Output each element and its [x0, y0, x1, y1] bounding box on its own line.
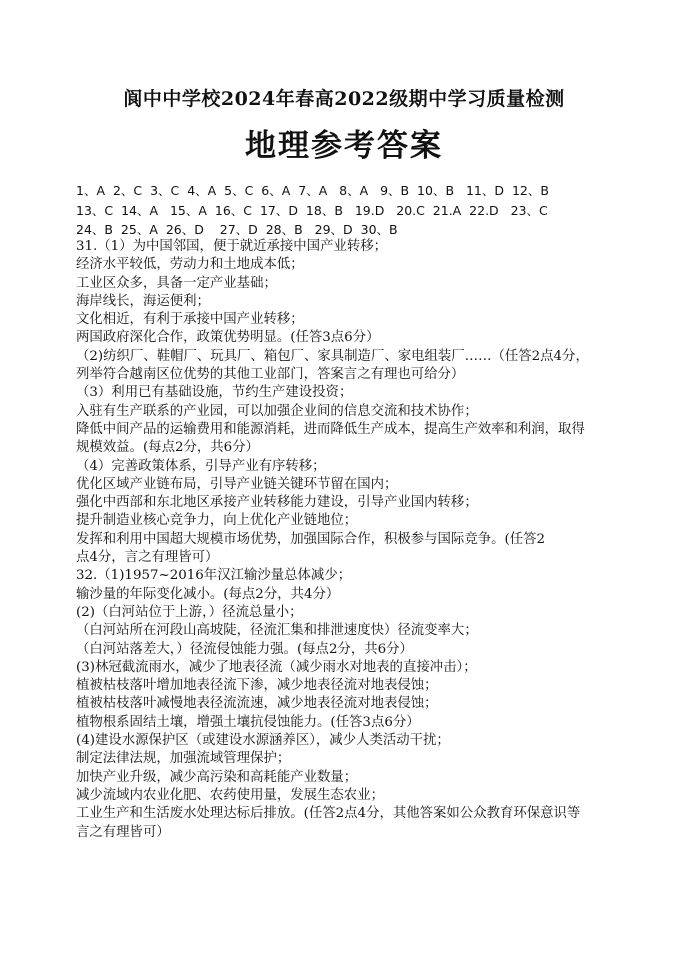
answer-line: 规模效益。(每点2分，共6分） [76, 440, 259, 456]
answer-line: (2)（白河站位于上游，）径流总量小； [76, 604, 303, 620]
answer-line: （4）完善政策体系，引导产业有序转移； [76, 458, 326, 474]
document-title: 地理参考答案 [245, 128, 443, 164]
answer-line: 加快产业升级，减少高污染和高耗能产业数量； [76, 769, 358, 785]
answer-line: 植被枯枝落叶减慢地表径流流速，减少地表径流对地表侵蚀； [76, 696, 438, 712]
answer-line: 提升制造业核心竞争力，向上优化产业链地位； [76, 513, 358, 529]
choice-answers-row-2: 13、C 14、A 15、A 16、C 17、D 18、B 19.D 20.C 21.A 22.D 23、C [76, 203, 548, 218]
answer-line: 31.（1）为中国邻国，便于就近承接中国产业转移； [76, 239, 388, 254]
choice-answers-row-3: 24、B 25、A 26、D 27、D 28、B 29、D 30、B [76, 222, 398, 237]
answer-line: 言之有理皆可） [76, 824, 170, 840]
answer-line: 两国政府深化合作，政策优势明显。(任答3点6分） [76, 330, 380, 346]
school-exam-title: 阆中中学校2024年春高2022级期中学习质量检测 [123, 88, 565, 110]
answer-line: 32.（1)1957~2016年汉江输沙量总体减少； [76, 568, 352, 584]
answer-line: （2)纺织厂、鞋帽厂、玩具厂、箱包厂、家具制造厂、家电组装厂……（任答2点4分， [76, 348, 589, 364]
answer-line: （3）利用已有基础设施，节约生产建设投资； [76, 385, 353, 401]
answer-line: 发挥和利用中国超大规模市场优势，加强国际合作，积极参与国际竞争。(任答2 [76, 531, 546, 547]
answer-line: 降低中间产品的运输费用和能源消耗，进而降低生产成本，提高生产效率和利润，取得 [76, 421, 585, 437]
answer-line: 文化相近，有利于承接中国产业转移； [76, 312, 304, 328]
answer-line: （白河站落差大，）径流侵蚀能力强。(每点2分，共6分） [76, 641, 413, 657]
answer-line: 工业生产和生活废水处理达标后排放。(任答2点4分，其他答案如公众教育环保意识等 [76, 806, 581, 822]
answer-body [76, 238, 616, 842]
answer-line: 列举符合越南区位优势的其他工业部门，答案言之有理也可给分） [76, 367, 465, 383]
answer-line: (3)林冠截流雨水，减少了地表径流（减少雨水对地表的直接冲击）； [76, 659, 477, 675]
answer-line: 经济水平较低，劳动力和土地成本低； [76, 257, 304, 273]
answer-line: 输沙量的年际变化减小。(每点2分，共4分） [76, 586, 340, 602]
answer-line: 制定法律法规，加强流域管理保护； [76, 751, 291, 767]
answer-line: 海岸线长，海运便利； [76, 293, 210, 309]
answer-line: 植被枯枝落叶增加地表径流下渗，减少地表径流对地表侵蚀； [76, 678, 438, 694]
answer-line: （白河站所在河段山高坡陡，径流汇集和排泄速度快）径流变率大； [76, 623, 478, 639]
answer-line: 植物根系固结土壤，增强土壤抗侵蚀能力。(任答3点6分） [76, 714, 420, 730]
answer-line: 减少流域内农业化肥、农药使用量，发展生态农业； [76, 787, 384, 803]
answer-line: 强化中西部和东北地区承接产业转移能力建设，引导产业国内转移； [76, 495, 478, 511]
answer-line: 优化区域产业链布局，引导产业链关键环节留在国内； [76, 476, 398, 492]
choice-answers-row-1: 1、A 2、C 3、C 4、A 5、C 6、A 7、A 8、A 9、B 10、B 11、D 12、B [76, 183, 549, 198]
answer-line: (4)建设水源保护区（或建设水源涵养区），减少人类活动干扰； [76, 733, 450, 749]
answer-line: 工业区众多，具备一定产业基础； [76, 275, 277, 291]
answer-line: 入驻有生产联系的产业园，可以加强企业间的信息交流和技术协作； [76, 403, 478, 419]
answer-line: 点4分，言之有理皆可） [76, 550, 219, 566]
